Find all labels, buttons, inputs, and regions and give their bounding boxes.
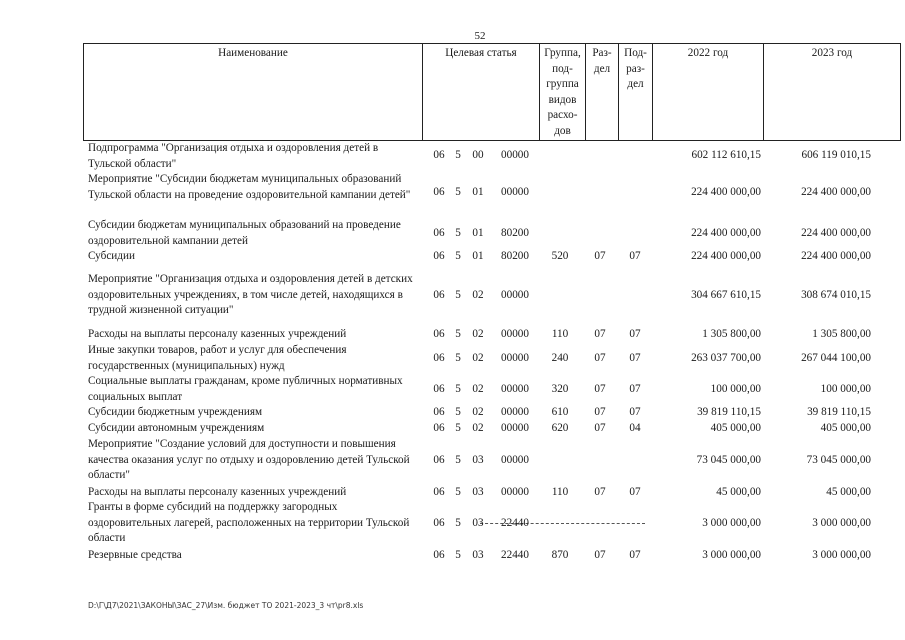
code-section: 07: [594, 406, 606, 418]
code-direction: 00000: [501, 186, 529, 198]
value-2023: 73 045 000,00: [806, 454, 871, 466]
value-2022: 3 000 000,00: [702, 517, 761, 529]
code-subsection: 04: [629, 422, 641, 434]
value-2023: 3 000 000,00: [812, 549, 871, 561]
value-2023: 224 400 000,00: [801, 186, 871, 198]
code-group: 320: [551, 383, 569, 395]
value-2022: 100 000,00: [710, 383, 761, 395]
value-2023: 1 305 800,00: [812, 328, 871, 340]
value-2022: 602 112 610,15: [691, 149, 761, 161]
code-direction: 22440: [501, 549, 529, 561]
code-measure: 01: [472, 186, 484, 198]
code-group: 240: [551, 352, 569, 364]
code-program: 06: [433, 250, 445, 262]
code-section: 07: [594, 383, 606, 395]
code-direction: 00000: [501, 383, 529, 395]
code-program: 06: [433, 227, 445, 239]
code-subprogram: 5: [455, 422, 461, 434]
row-name: Расходы на выплаты персоналу казенных учреждений: [88, 328, 347, 340]
row-name: Подпрограмма "Организация отдыха и оздоровления детей в Тульской области": [88, 142, 379, 170]
row-name: Расходы на выплаты персоналу казенных учреждений: [88, 486, 347, 498]
code-subprogram: 5: [455, 352, 461, 364]
code-program: 06: [433, 517, 445, 529]
table-header: [83, 43, 901, 141]
code-direction: 00000: [501, 149, 529, 161]
code-subprogram: 5: [455, 149, 461, 161]
row-name: Гранты в форме субсидий на поддержку загородных оздоровительных лагерей, расположенных на территории Тульской области: [88, 501, 410, 544]
value-2022: 39 819 110,15: [697, 406, 761, 418]
code-section: 07: [594, 352, 606, 364]
code-program: 06: [433, 149, 445, 161]
row-name: Субсидии: [88, 250, 135, 262]
code-subprogram: 5: [455, 454, 461, 466]
value-2022: 73 045 000,00: [696, 454, 761, 466]
header-2022: 2022 год: [652, 44, 763, 140]
code-measure: 02: [472, 383, 484, 395]
code-measure: 00: [472, 149, 484, 161]
code-measure: 02: [472, 352, 484, 364]
header-subsection: Под- раз- дел: [618, 44, 652, 140]
code-measure: 02: [472, 328, 484, 340]
code-subsection: 07: [629, 383, 641, 395]
row-name: Субсидии бюджетным учреждениям: [88, 406, 263, 418]
file-path-footer: D:\Г\Д7\2021\ЗАКОНЫ\ЗАС_27\Изм. бюджет ТО 2021-2023_3 чт\pr8.xls: [88, 601, 364, 610]
code-direction: 00000: [501, 289, 529, 301]
row-name: Субсидии автономным учреждениям: [88, 422, 265, 434]
value-2023: 224 400 000,00: [801, 227, 871, 239]
code-subprogram: 5: [455, 250, 461, 262]
value-2023: 308 674 010,15: [801, 289, 871, 301]
code-program: 06: [433, 328, 445, 340]
code-group: 110: [551, 486, 569, 498]
value-2022: 1 305 800,00: [702, 328, 761, 340]
code-subsection: 07: [629, 328, 641, 340]
code-measure: 01: [472, 250, 484, 262]
code-direction: 00000: [501, 454, 529, 466]
code-direction: 00000: [501, 486, 529, 498]
code-program: 06: [433, 186, 445, 198]
row-name: Мероприятие "Субсидии бюджетам муниципальных образований Тульской области на проведение оздоровительной кампании детей": [88, 173, 411, 201]
value-2022: 263 037 700,00: [691, 352, 761, 364]
value-2022: 3 000 000,00: [702, 549, 761, 561]
code-measure: 02: [472, 422, 484, 434]
code-subprogram: 5: [455, 289, 461, 301]
code-subprogram: 5: [455, 186, 461, 198]
code-direction: 00000: [501, 422, 529, 434]
header-group: Группа, под- группа видов расхо- дов: [539, 44, 585, 140]
code-section: 07: [594, 486, 606, 498]
value-2023: 606 119 010,15: [801, 149, 871, 161]
value-2022: 304 667 610,15: [691, 289, 761, 301]
code-program: 06: [433, 289, 445, 301]
code-subprogram: 5: [455, 549, 461, 561]
code-direction: 00000: [501, 352, 529, 364]
code-direction: 00000: [501, 328, 529, 340]
code-section: 07: [594, 328, 606, 340]
value-2023: 224 400 000,00: [801, 250, 871, 262]
code-program: 06: [433, 406, 445, 418]
value-2023: 3 000 000,00: [812, 517, 871, 529]
code-subsection: 07: [629, 486, 641, 498]
code-group: 620: [551, 422, 569, 434]
value-2022: 224 400 000,00: [691, 227, 761, 239]
row-name: Резервные средства: [88, 549, 182, 561]
code-subsection: 07: [629, 250, 641, 262]
code-program: 06: [433, 454, 445, 466]
code-direction: 22440: [501, 517, 529, 529]
code-direction: 80200: [501, 250, 529, 262]
code-section: 07: [594, 549, 606, 561]
code-measure: 03: [472, 454, 484, 466]
value-2022: 224 400 000,00: [691, 250, 761, 262]
header-target: Целевая статья: [422, 44, 539, 140]
code-subprogram: 5: [455, 227, 461, 239]
code-group: 610: [551, 406, 569, 418]
row-name: Мероприятие "Создание условий для доступности и повышения качества оказания услуг по отдыху и оздоровлению детей Тульской области": [88, 438, 410, 481]
value-2022: 45 000,00: [716, 486, 761, 498]
code-measure: 02: [472, 289, 484, 301]
code-measure: 03: [472, 549, 484, 561]
value-2023: 39 819 110,15: [807, 406, 871, 418]
code-subsection: 07: [629, 406, 641, 418]
code-program: 06: [433, 383, 445, 395]
code-measure: 03: [472, 486, 484, 498]
value-2022: 224 400 000,00: [691, 186, 761, 198]
code-program: 06: [433, 549, 445, 561]
value-2022: 405 000,00: [710, 422, 761, 434]
row-name: Мероприятие "Организация отдыха и оздоровления детей в детских оздоровительных учреждениях, в том числе детей, находящихся в трудной жизненной ситуации": [88, 273, 413, 316]
code-subprogram: 5: [455, 328, 461, 340]
code-subprogram: 5: [455, 517, 461, 529]
code-subprogram: 5: [455, 383, 461, 395]
code-measure: 03: [472, 517, 484, 529]
header-2023: 2023 год: [763, 44, 901, 140]
code-group: 110: [551, 328, 569, 340]
code-program: 06: [433, 352, 445, 364]
code-measure: 01: [472, 227, 484, 239]
code-direction: 00000: [501, 406, 529, 418]
code-direction: 80200: [501, 227, 529, 239]
code-subprogram: 5: [455, 486, 461, 498]
code-section: 07: [594, 250, 606, 262]
row-name: Социальные выплаты гражданам, кроме публичных нормативных социальных выплат: [88, 375, 403, 403]
code-subsection: 07: [629, 352, 641, 364]
code-program: 06: [433, 486, 445, 498]
code-program: 06: [433, 422, 445, 434]
code-subprogram: 5: [455, 406, 461, 418]
value-2023: 267 044 100,00: [801, 352, 871, 364]
value-2023: 405 000,00: [820, 422, 871, 434]
code-measure: 02: [472, 406, 484, 418]
value-2023: 100 000,00: [820, 383, 871, 395]
code-section: 07: [594, 422, 606, 434]
value-2023: 45 000,00: [826, 486, 871, 498]
code-group: 520: [551, 250, 569, 262]
code-subsection: 07: [629, 549, 641, 561]
code-group: 870: [551, 549, 569, 561]
row-name: Иные закупки товаров, работ и услуг для обеспечения государственных (муниципальных) нужд: [88, 344, 347, 372]
header-section: Раз- дел: [585, 44, 618, 140]
header-name: Наименование: [83, 44, 422, 140]
page-number: 52: [474, 30, 486, 42]
row-name: Субсидии бюджетам муниципальных образований на проведение оздоровительной кампании детей: [88, 219, 401, 247]
